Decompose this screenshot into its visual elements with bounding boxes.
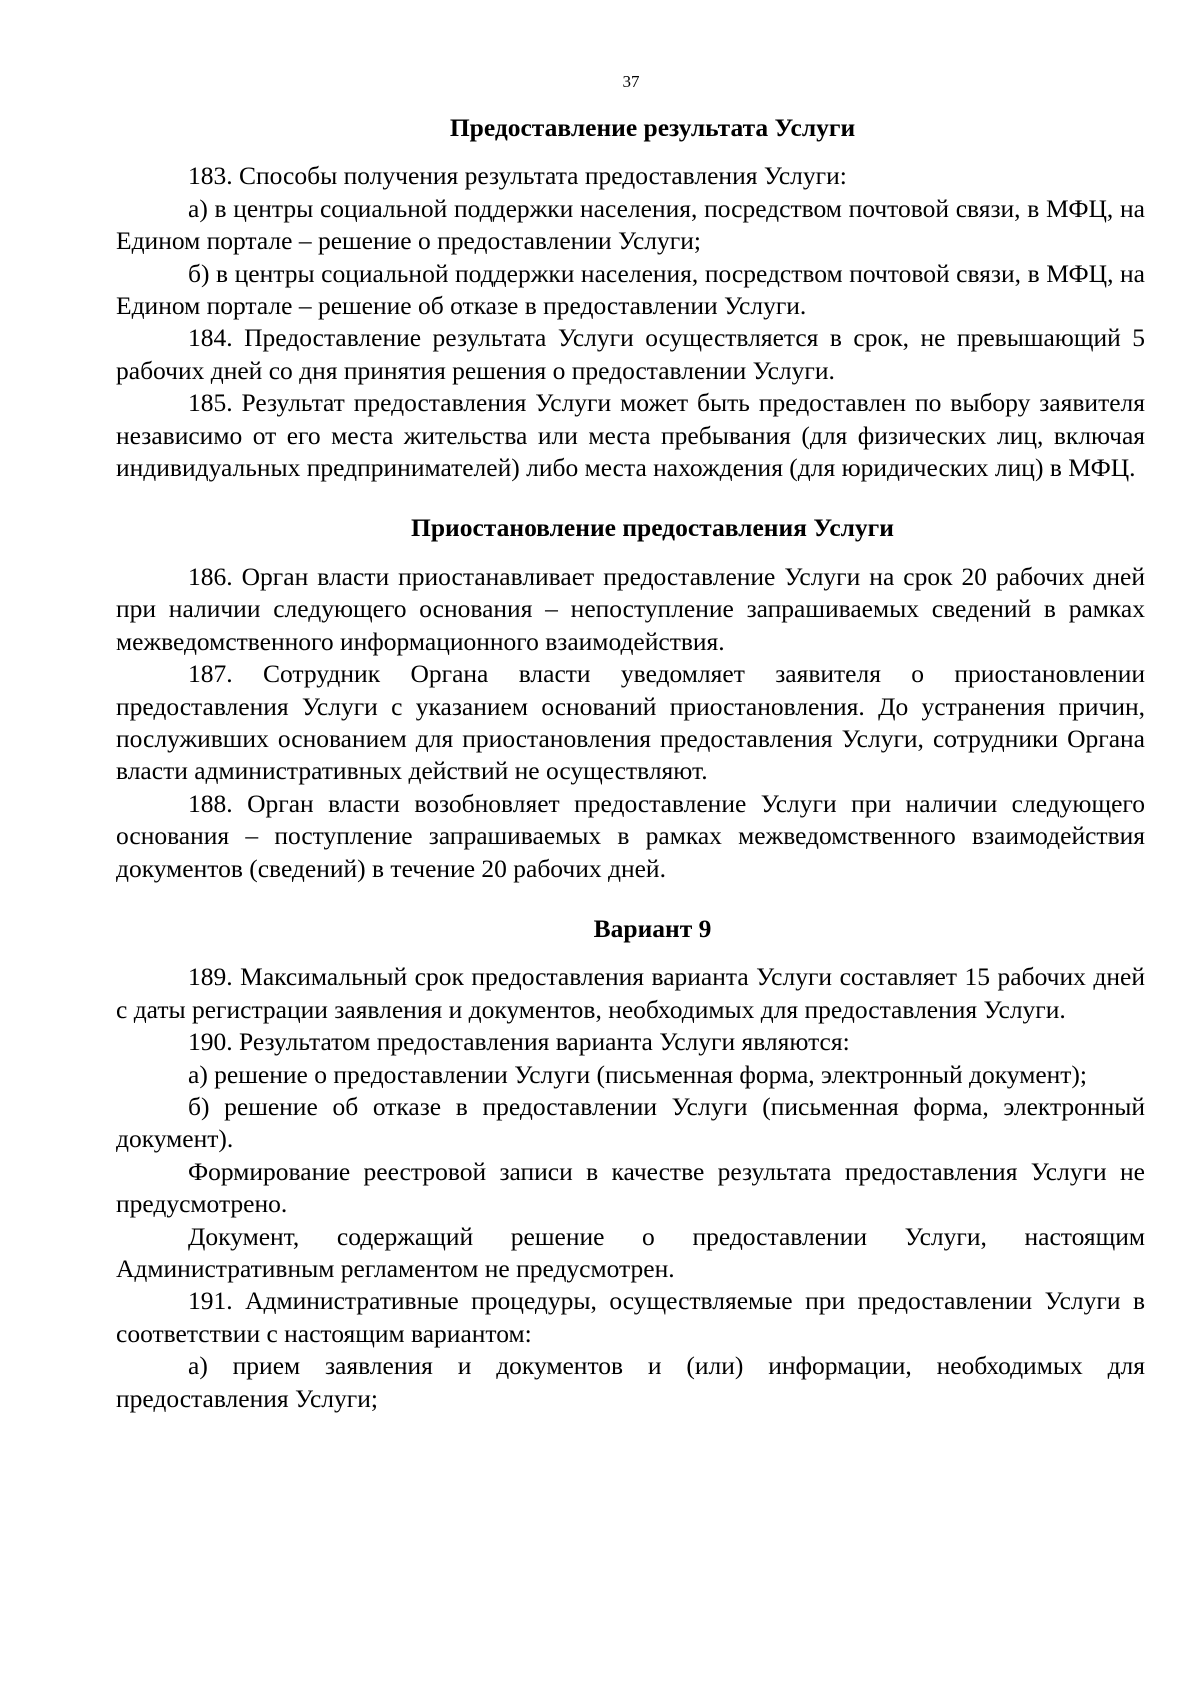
paragraph: б) решение об отказе в предоставлении Услуги (письменная форма, электронный документ). — [116, 1091, 1145, 1154]
section-heading: Вариант 9 — [593, 913, 712, 943]
paragraph: а) прием заявления и документов и (или) информации, необходимых для предоставления Услуги; — [116, 1351, 1145, 1413]
paragraph: 188. Орган власти возобновляет предоставление Услуги при наличии следующего основания – поступление запрашиваемых в рамках межведомственного взаимодействия документов (сведений) в течение 20 рабочих дней. — [116, 788, 1145, 883]
paragraph: 191. Административные процедуры, осуществляемые при предоставлении Услуги в соответствии с настоящим вариантом: — [116, 1286, 1145, 1348]
paragraph: 187. Сотрудник Органа власти уведомляет заявителя о приостановлении предоставления Услуги с указанием оснований приостановления. До устранения причин, послуживших основанием для приостановления предоставления Услуги, сотрудники Органа власти административных действий не осуществляют. — [116, 659, 1145, 786]
paragraph: Формирование реестровой записи в качестве результата предоставления Услуги не предусмотрено. — [116, 1156, 1145, 1219]
paragraph: 189. Максимальный срок предоставления варианта Услуги составляет 15 рабочих дней с даты регистрации заявления и документов, необходимых для предоставления Услуги. — [116, 962, 1145, 1024]
page-number: 37 — [622, 72, 640, 91]
paragraph: Документ, содержащий решение о предоставлении Услуги, настоящим Административным регламентом не предусмотрен. — [116, 1221, 1145, 1283]
paragraph: 185. Результат предоставления Услуги может быть предоставлен по выбору заявителя независимо от его места жительства или места пребывания (для физических лиц, включая индивидуальных предпринимателей) либо места нахождения (для юридических лиц) в МФЦ. — [116, 388, 1145, 483]
section-heading: Предоставление результата Услуги — [449, 113, 856, 142]
paragraph: 183. Способы получения результата предоставления Услуги: — [188, 161, 847, 191]
paragraph: 186. Орган власти приостанавливает предоставление Услуги на срок 20 рабочих дней при наличии следующего основания – непоступление запрашиваемых сведений в рамках межведомственного информационного взаимодействия. — [116, 561, 1145, 656]
document-body — [116, 112, 1145, 1415]
paragraph: б) в центры социальной поддержки населения, посредством почтовой связи, в МФЦ, на Едином портале – решение об отказе в предоставлении Услуги. — [116, 258, 1145, 321]
section-heading: Приостановление предоставления Услуги — [411, 513, 894, 543]
paragraph: 190. Результатом предоставления варианта Услуги являются: — [188, 1027, 850, 1057]
paragraph: 184. Предоставление результата Услуги осуществляется в срок, не превышающий 5 рабочих дней со дня принятия решения о предоставлении Услуги. — [116, 323, 1145, 385]
paragraph: а) в центры социальной поддержки населения, посредством почтовой связи, в МФЦ, на Едином портале – решение о предоставлении Услуги; — [116, 193, 1145, 256]
paragraph: а) решение о предоставлении Услуги (письменная форма, электронный документ); — [188, 1059, 1088, 1089]
